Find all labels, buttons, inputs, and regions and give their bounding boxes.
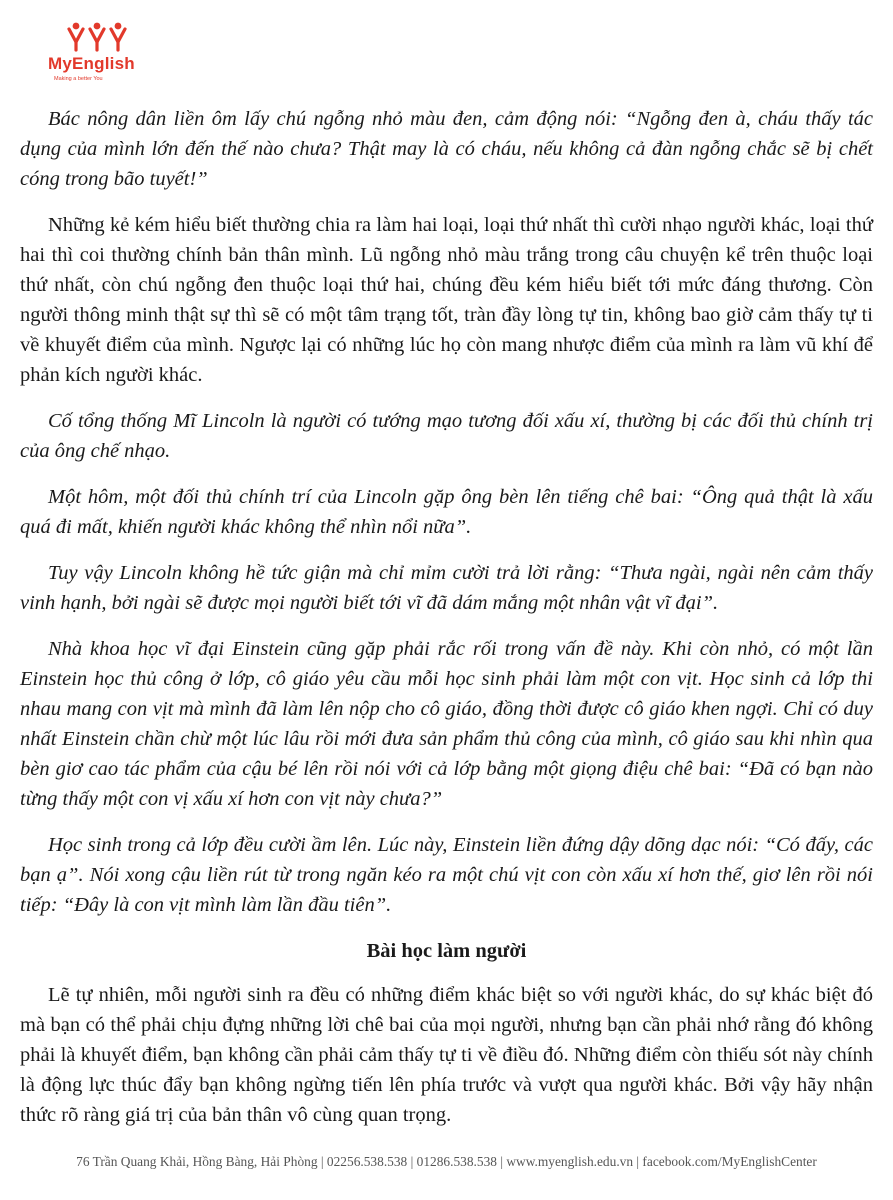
paragraph: Tuy vậy Lincoln không hề tức giận mà chỉ mỉm cười trả lời rằng: “Thưa ngài, ngài nên cảm thấy vinh hạnh, bởi ngài sẽ được mọi người biết tới vĩ đã dám mắng một nhân vật vĩ đại”. xyxy=(20,562,873,614)
brand-logo xyxy=(48,20,158,90)
paragraph: Nhà khoa học vĩ đại Einstein cũng gặp phải rắc rối trong vấn đề này. Khi còn nhỏ, có một lần Einstein học thủ công ở lớp, cô giáo yêu cầu mỗi học sinh phải làm một con vịt. Học sinh cả lớp thi nhau mang con vịt mà mình đã làm lên nộp cho cô giáo, đồng thời được cô giáo khen ngợi. Chỉ có duy nhất Einstein chần chừ một lúc lâu rồi mới đưa sản phẩm thủ công của mình, cô giáo sau khi nhìn qua bèn giơ cao tác phẩm của cậu bé lên rồi nói với cả lớp bằng một giọng điệu chê bai: “Đã có bạn nào từng thấy một con vị xấu xí hơn con vịt này chưa?” xyxy=(20,638,873,810)
paragraph: Bác nông dân liền ôm lấy chú ngỗng nhỏ màu đen, cảm động nói: “Ngỗng đen à, cháu thấy tác dụng của mình lớn đến thế nào chưa? Thật may là có cháu, nếu không cả đàn ngỗng chắc sẽ bị chết cóng trong bão tuyết!” xyxy=(20,108,873,190)
footer-contact: 76 Trần Quang Khải, Hồng Bàng, Hải Phòng | 02256.538.538 | 01286.538.538 | www.myenglish.edu.vn | facebook.com/MyEnglishCenter xyxy=(76,1154,817,1169)
brand-tagline: Making a better You xyxy=(54,76,103,82)
lesson-paragraph: Lẽ tự nhiên, mỗi người sinh ra đều có những điểm khác biệt so với người khác, do sự khác biệt đó mà bạn có thể phải chịu đựng những lời chê bai của mọi người, nhưng bạn cần phải nhớ rằng đó không phải là khuyết điểm, bạn không cần phải cảm thấy tự ti về điều đó. Những điểm còn thiếu sót này chính là động lực thúc đẩy bạn không ngừng tiến lên phía trước và vượt qua người khác. Bởi vậy hãy nhận thức rõ ràng giá trị của bản thân vô cùng quan trọng. xyxy=(20,984,873,1126)
article-body xyxy=(20,104,873,1146)
brand-name: MyEnglish xyxy=(48,54,135,73)
lesson-heading: Bài học làm người xyxy=(366,940,527,962)
paragraph: Những kẻ kém hiểu biết thường chia ra làm hai loại, loại thứ nhất thì cười nhạo người khác, loại thứ hai thì coi thường chính bản thân mình. Lũ ngỗng nhỏ màu trắng trong câu chuyện kể trên thuộc loại thứ nhất, còn chú ngỗng đen thuộc loại thứ hai, chúng đều kém hiểu biết tới mức đáng thương. Còn người thông minh thật sự thì sẽ có một tâm trạng tốt, tràn đầy lòng tự tin, không bao giờ cảm thấy tự ti về khuyết điểm của mình. Ngược lại có những lúc họ còn mang nhược điểm của mình ra làm vũ khí để phản kích người khác. xyxy=(20,214,873,386)
paragraph: Cố tổng thống Mĩ Lincoln là người có tướng mạo tương đối xấu xí, thường bị các đối thủ chính trị của ông chế nhạo. xyxy=(20,410,873,462)
people-icon xyxy=(66,20,128,52)
paragraph: Học sinh trong cả lớp đều cười ầm lên. Lúc này, Einstein liền đứng dậy dõng dạc nói: “Có đấy, các bạn ạ”. Nói xong cậu liền rút từ trong ngăn kéo ra một chú vịt con còn xấu xí hơn thế, giơ lên rồi nói tiếp: “Đây là con vịt mình làm lần đầu tiên”. xyxy=(20,834,873,916)
paragraph: Một hôm, một đối thủ chính trí của Lincoln gặp ông bèn lên tiếng chê bai: “Ông quả thật là xấu quá đi mất, khiến người khác không thể nhìn nổi nữa”. xyxy=(20,486,873,538)
